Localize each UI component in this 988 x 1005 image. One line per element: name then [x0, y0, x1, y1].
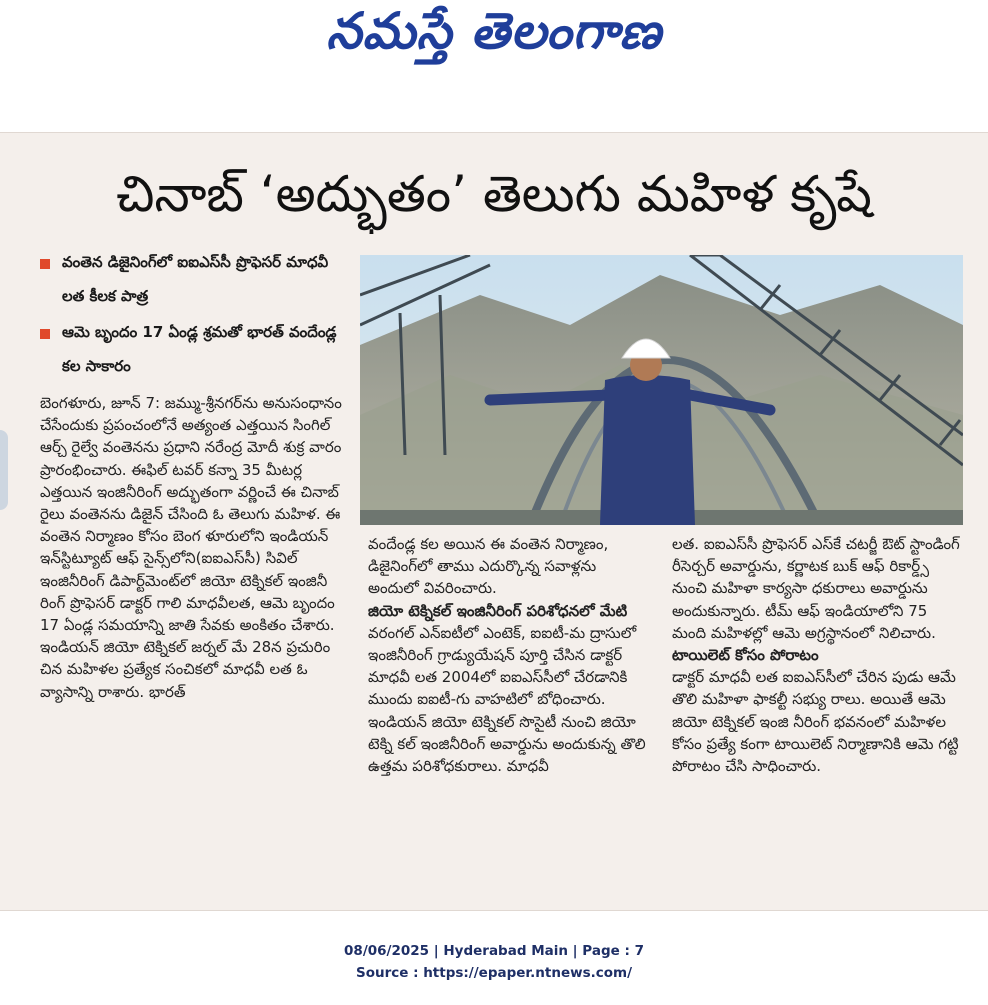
masthead — [0, 0, 988, 75]
column-text: లత. ఐఐఎస్‌సీ ప్రొఫెసర్ ఎస్‌కే చటర్జీ ఔట్ స్టాండింగ్ రీసెర్చర్ అవార్డును, కర్ణాటక బుక్ ఆఫ్ రికార్డ్స్ నుంచి మహిళా కార్యసా ధకురాలు అవార్డును అందుకున్నారు. టీమ్ ఆఫ్ ఇండియాలోని 75 మంది మహిళల్లో ఆమె అగ్రస్థానంలో నిలిచారు. — [672, 535, 960, 642]
article-photo — [360, 255, 963, 525]
bullet-square-icon — [40, 259, 50, 269]
article-headline: చినాబ్ ‘అద్భుతం’ తెలుగు మహిళ కృషే — [116, 165, 872, 223]
margin-decoration — [0, 430, 8, 510]
page-footer — [0, 940, 988, 984]
bullet-item — [40, 315, 340, 383]
footer-source-line: Source : https://epaper.ntnews.com/ — [355, 965, 633, 981]
column-text: వందేండ్ల కల అయిన ఈ వంతెన నిర్మాణం, డిజైనింగ్‌లో తాము ఎదుర్కొన్న సవాళ్లను అందులో వివరించారు. — [368, 535, 609, 598]
section-subhead: జియో టెక్నికల్ ఇంజినీరింగ్ పరిశోధనలో మేటి — [368, 601, 628, 620]
column-text: బెంగళూరు, జూన్ 7: జమ్ము-శ్రీనగర్‌ను అనుసంధానం చేసేందుకు ప్రపంచంలోనే అత్యంత ఎత్తయిన సింగిల్ ఆర్చ్ రైల్వే వంతెనను ప్రధాని నరేంద్ర మోదీ శుక్ర వారం ప్రారంభించారు. ఈఫిల్ టవర్ కన్నా 35 మీటర్ల ఎత్తయిన ఇంజినీరింగ్ అద్భుతంగా వర్ణించే ఈ చినాబ్ రైలు వంతెనను డిజైన్ చేసింది ఓ తెలుగు మహిళ. ఈ వంతెన నిర్మాణం కోసం బెంగ ళూరులోని ఇండియన్ ఇన్‌స్టిట్యూట్ ఆఫ్ సైన్స్‌లోని(ఐఐఎస్‌సీ) సివిల్ ఇంజినీరింగ్ డిపార్ట్‌మెంట్‌లో జియో టెక్నికల్ ఇంజినీ రింగ్ ప్రొఫెసర్ డాక్టర్ గాలి మాధవీలత, ఆమె బృందం 17 ఏండ్ల సమయాన్ని జాతి సేవకు అంకితం చేశారు. ఇండియన్ జియో టెక్నికల్ జర్నల్ మే 28న ప్రచురిం చిన మహిళల ప్రత్యేక సంచికలో మాధవీ లత ఓ వ్యాసాన్ని రాశారు. భారత్ — [40, 394, 342, 701]
news-clipping — [0, 132, 988, 911]
bullet-item — [40, 245, 340, 313]
column-text: డాక్టర్ మాధవీ లత ఐఐఎస్‌సీలో చేరిన పుడు ఆమే తొలి మహిళా ఫాకల్టీ సభ్యు రాలు. అయితే ఆమె జియో టెక్నికల్ ఇంజి నీరింగ్ భవనంలో మహిళల కోసం ప్రత్యే కంగా టాయిలెట్ నిర్మాణానికి ఆమె గట్టి పోరాటం చేసి సాధించారు. — [672, 668, 959, 776]
article-column-2 — [368, 533, 648, 893]
bridge-photo-illustration — [360, 255, 963, 525]
column-text: వరంగల్ ఎన్ఐటీలో ఎంటెక్, ఐఐటీ-మ ద్రాసులో ఇంజినీరింగ్ గ్రాడ్యుయేషన్ పూర్తి చేసిన డాక్టర్ మాధవీ లత 2004లో ఐఐఎస్‌సీలో చేరడానికి ముందు ఐఐటీ-గు వాహటిలో బోధించారు. ఇండియన్ జియో టెక్నికల్ సొసైటీ నుంచి జియో టెక్ని కల్ ఇంజినీరింగ్ అవార్డును అందుకున్న తొలి ఉత్తమ పరిశోధకురాలు. మాధవీ — [368, 623, 646, 776]
article-column-1 — [40, 392, 345, 892]
bullet-text: ఆమె బృందం 17 ఏండ్ల శ్రమతో భారత్ వందేండ్ల కల సాకారం — [62, 323, 337, 375]
section-subhead: టాయిలెట్ కోసం పోరాటం — [672, 646, 819, 665]
bullet-square-icon — [40, 329, 50, 339]
footer-edition-line: 08/06/2025 | Hyderabad Main | Page : 7 — [344, 943, 644, 959]
article-column-3 — [672, 533, 962, 893]
masthead-title: నమస్తే తెలంగాణ — [326, 2, 662, 60]
bullet-text: వంతెన డిజైనింగ్‌లో ఐఐఎస్‌సీ ప్రొఫెసర్ మాధవీ లత కీలక పాత్ర — [62, 253, 329, 305]
bullet-list — [40, 245, 340, 385]
